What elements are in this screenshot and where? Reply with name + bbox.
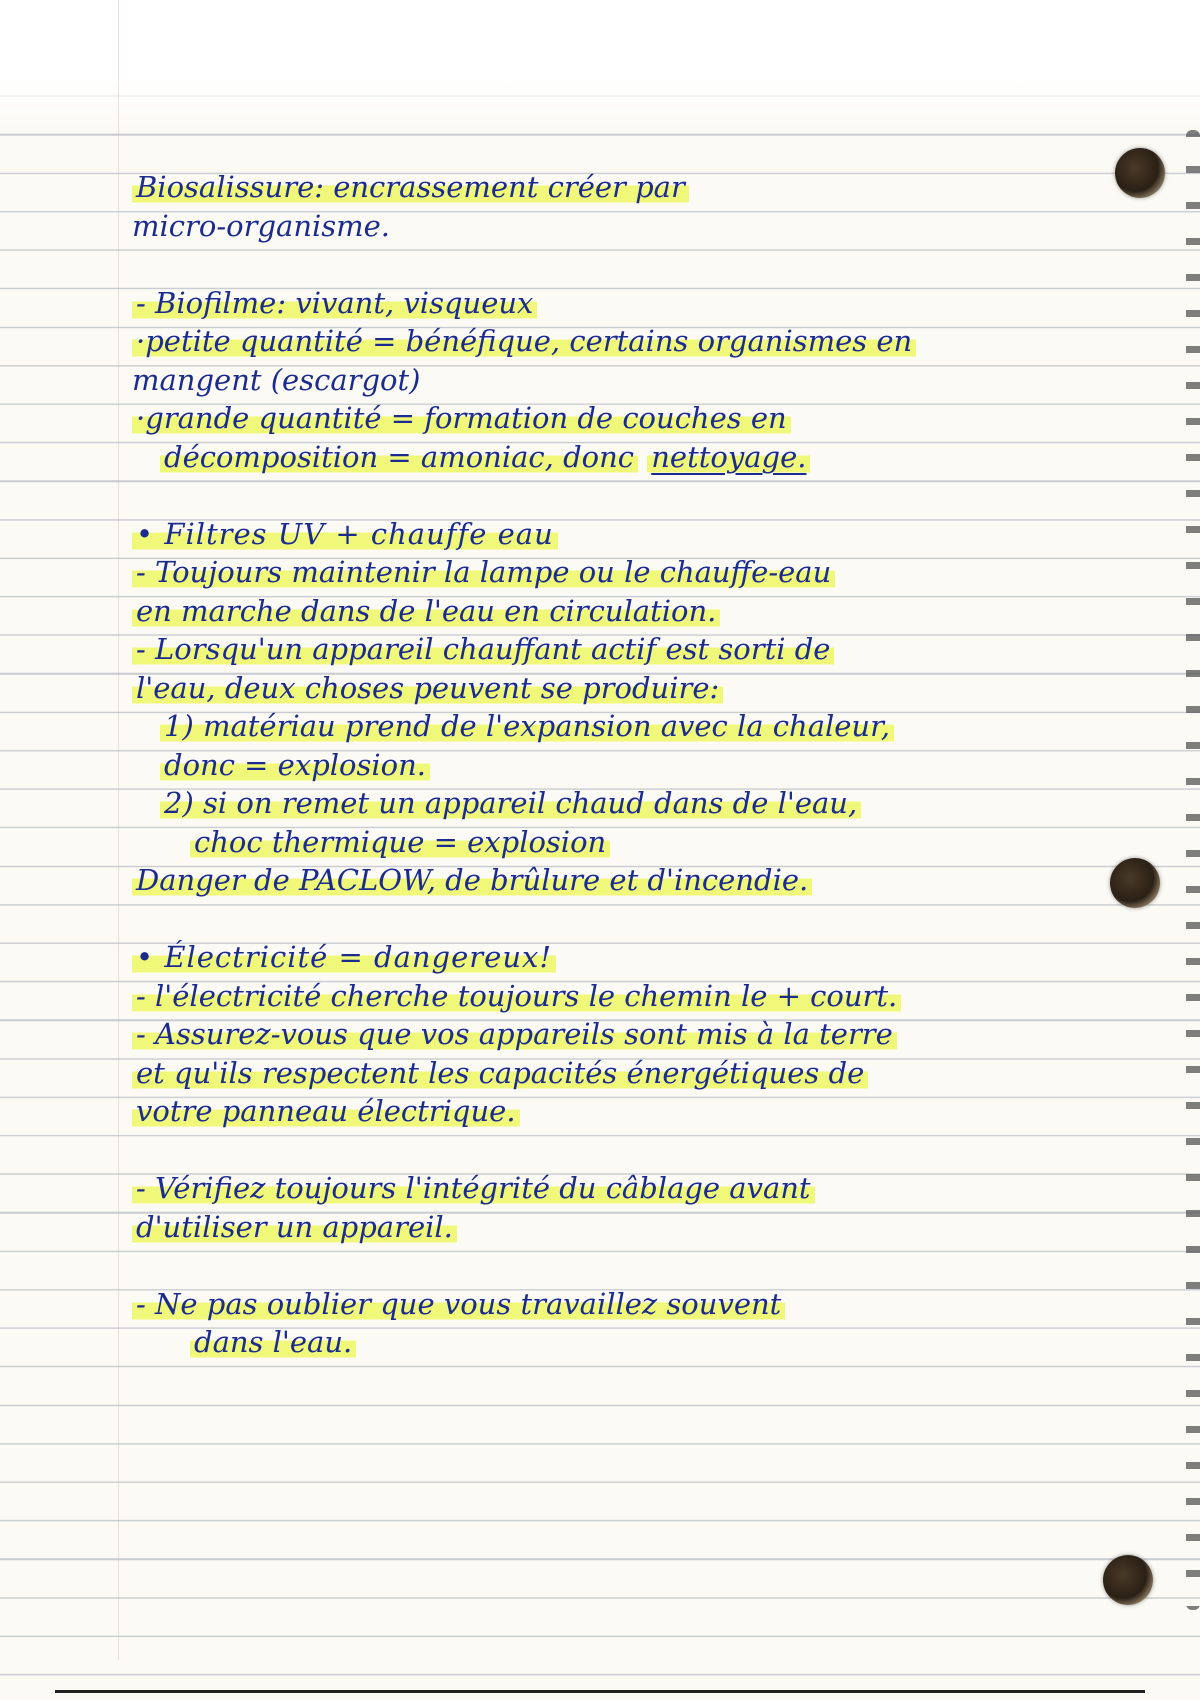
note-text: en marche dans de l'eau en circulation. bbox=[132, 594, 720, 628]
note-text: - Toujours maintenir la lampe ou le chauffe-eau bbox=[132, 555, 835, 589]
line-gap bbox=[132, 1246, 1092, 1285]
line-gap bbox=[132, 245, 1092, 284]
note-text: - Vérifiez toujours l'intégrité du câblage avant bbox=[132, 1171, 815, 1205]
spiral-binding bbox=[1186, 130, 1200, 1610]
note-line bbox=[132, 322, 1092, 361]
note-text: - Ne pas oublier que vous travaillez souvent bbox=[132, 1287, 785, 1321]
binder-hole-middle bbox=[1110, 858, 1160, 908]
note-line bbox=[132, 1323, 1092, 1362]
note-text: ·grande quantité = formation de couches en bbox=[132, 401, 791, 435]
line-gap bbox=[132, 1131, 1092, 1170]
paper-smudge bbox=[280, 0, 540, 40]
note-line bbox=[132, 938, 1092, 977]
note-text: l'eau, deux choses peuvent se produire: bbox=[132, 671, 723, 705]
note-line bbox=[132, 592, 1092, 631]
note-text: votre panneau électrique. bbox=[132, 1094, 520, 1128]
note-line bbox=[132, 707, 1092, 746]
bottom-divider bbox=[55, 1690, 1145, 1693]
note-line bbox=[132, 1092, 1092, 1131]
line-gap bbox=[132, 900, 1092, 939]
note-line bbox=[132, 746, 1092, 785]
margin-line bbox=[118, 0, 119, 1660]
numbered-item: 1) matériau prend de l'expansion avec la chaleur, bbox=[160, 709, 894, 743]
note-line bbox=[132, 784, 1092, 823]
note-line bbox=[132, 1208, 1092, 1247]
note-line bbox=[132, 207, 1092, 246]
note-line bbox=[132, 1015, 1092, 1054]
note-text: mangent (escargot) bbox=[132, 362, 421, 397]
note-text: - Assurez-vous que vos appareils sont mis à la terre bbox=[132, 1017, 897, 1051]
note-line bbox=[132, 861, 1092, 900]
page-top-margin bbox=[0, 0, 1200, 130]
note-line bbox=[132, 1169, 1092, 1208]
note-text: - l'électricité cherche toujours le chemin le + court. bbox=[132, 979, 901, 1013]
binder-hole-top bbox=[1115, 148, 1165, 198]
note-text: décomposition = amoniac, donc bbox=[160, 440, 638, 474]
note-line bbox=[132, 553, 1092, 592]
note-line bbox=[132, 399, 1092, 438]
note-text: choc thermique = explosion bbox=[190, 825, 610, 859]
note-line bbox=[132, 361, 1092, 400]
note-line bbox=[132, 669, 1092, 708]
note-line bbox=[132, 1285, 1092, 1324]
note-text: donc = explosion. bbox=[160, 748, 430, 782]
note-text: dans l'eau. bbox=[190, 1325, 356, 1359]
handwritten-notes bbox=[132, 168, 1092, 1362]
note-line bbox=[132, 438, 1092, 477]
note-line bbox=[132, 630, 1092, 669]
filtres-heading: • Filtres UV + chauffe eau bbox=[132, 517, 558, 551]
biofilme-heading: - Biofilme: vivant, visqueux bbox=[132, 286, 537, 320]
note-text: et qu'ils respectent les capacités énergétiques de bbox=[132, 1056, 868, 1090]
biosalissure-definition: Biosalissure: encrassement créer par bbox=[132, 170, 689, 204]
danger-line: Danger de PACLOW, de brûlure et d'incendie. bbox=[132, 863, 812, 897]
note-line bbox=[132, 1054, 1092, 1093]
note-line bbox=[132, 977, 1092, 1016]
electricite-heading: • Électricité = dangereux! bbox=[132, 940, 556, 974]
line-gap bbox=[132, 476, 1092, 515]
note-text: ·petite quantité = bénéfique, certains organismes en bbox=[132, 324, 916, 358]
note-line bbox=[132, 515, 1092, 554]
note-text: - Lorsqu'un appareil chauffant actif est sorti de bbox=[132, 632, 834, 666]
note-line bbox=[132, 168, 1092, 207]
numbered-item: 2) si on remet un appareil chaud dans de l'eau, bbox=[160, 786, 861, 820]
underlined-word: nettoyage. bbox=[647, 440, 810, 474]
binder-hole-bottom bbox=[1103, 1555, 1153, 1605]
note-text: d'utiliser un appareil. bbox=[132, 1210, 457, 1244]
note-line bbox=[132, 823, 1092, 862]
note-line bbox=[132, 284, 1092, 323]
note-text: micro-organisme. bbox=[132, 208, 391, 243]
